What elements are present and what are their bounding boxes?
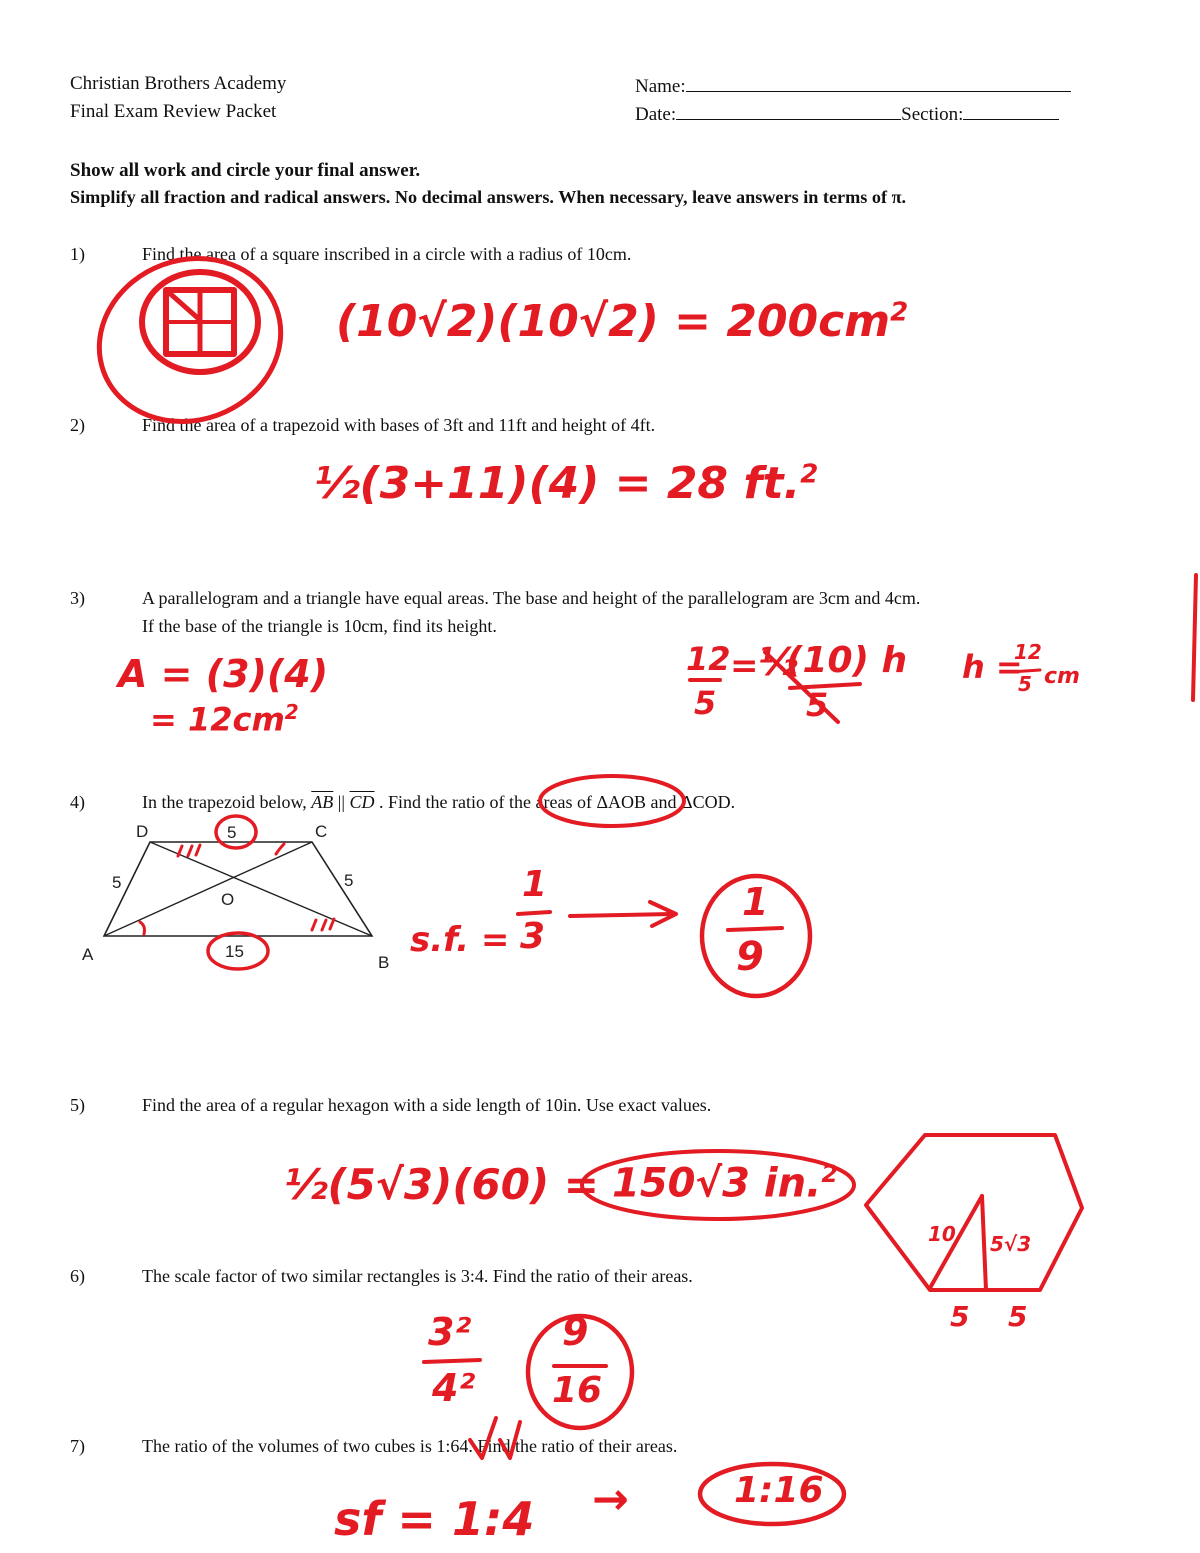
q3-half: ½ <box>758 640 798 684</box>
q4-sf-den: 3 <box>520 916 546 957</box>
q3-rest: (10) h <box>786 640 908 681</box>
angle-mark-b <box>312 919 334 930</box>
q4-sf-label: s.f. = <box>410 920 510 960</box>
q3-text: A parallelogram and a triangle have equal areas. The base and height of the parallelogram are 3cm and 4cm. <box>142 588 921 608</box>
section-label: Section: <box>901 104 964 125</box>
q4-arrow <box>570 902 676 926</box>
school-name: Christian Brothers Academy <box>70 73 287 94</box>
q7-arrow: → <box>592 1474 629 1525</box>
q6-work-num: 3² <box>428 1310 472 1354</box>
q5-answer-value: 150√3 in. <box>612 1160 822 1207</box>
q1-sketch <box>76 233 304 446</box>
q2-text: Find the area of a trapezoid with bases of 3ft and 11ft and height of 4ft. <box>142 415 656 435</box>
q1-answer-circle <box>76 233 304 446</box>
q6-answer-num: 9 <box>562 1310 589 1354</box>
q2-work-expr: ½(3+11)(4) = 28 ft. <box>314 458 801 509</box>
vertex-c: C <box>315 822 328 841</box>
q6-work-den: 4² <box>432 1366 476 1410</box>
q7-text: The ratio of the volumes of two cubes is 1:64. Find the ratio of their areas. <box>142 1436 678 1456</box>
packet-title: Final Exam Review Packet <box>70 101 277 122</box>
q4-ratio-circle <box>540 776 684 826</box>
q7-answer: 1:16 <box>734 1470 824 1511</box>
point-o: O <box>221 890 235 909</box>
q3-h-unit: cm <box>1044 664 1080 689</box>
name-label: Name: <box>635 76 686 97</box>
q4-text-b: . Find the ratio of the areas of ΔAOB and ΔCOD. <box>379 792 736 812</box>
q7-scale-factor: sf = 1:4 <box>334 1492 535 1546</box>
segment-cd: $\overline{CD}$ <box>349 792 375 812</box>
q3-h-den: 5 <box>1018 672 1032 696</box>
q5-apothem-line <box>982 1196 986 1290</box>
q5-answer-exponent: 2 <box>821 1160 839 1188</box>
date-label: Date: <box>635 104 677 125</box>
label-top: 5 <box>227 823 237 842</box>
q3-number: 3) <box>70 588 85 608</box>
instruction-line-1: Show all work and circle your final answer. <box>70 160 421 181</box>
label-right: 5 <box>344 871 354 890</box>
q4-answer-den: 9 <box>736 934 764 980</box>
q5-answer <box>612 1160 838 1206</box>
q4-sf-num: 1 <box>522 864 548 905</box>
q6-answer-den: 16 <box>552 1370 603 1411</box>
q1-work-expr: (10√2)(10√2) = 200cm <box>336 296 891 347</box>
q1-text: Find the area of a square inscribed in a circle with a radius of 10cm. <box>142 244 632 264</box>
angle-mark-c <box>276 844 284 854</box>
q4-sf-bar <box>518 912 550 914</box>
vertex-b: B <box>378 953 390 972</box>
q5-label-apothem: 5√3 <box>990 1232 1032 1256</box>
label-left: 5 <box>112 873 122 892</box>
q5-text: Find the area of a regular hexagon with a side length of 10in. Use exact values. <box>142 1095 712 1115</box>
vertex-a: A <box>82 945 94 964</box>
segment-ab: $\overline{AB}$ <box>311 792 334 812</box>
q7-number: 7) <box>70 1436 85 1456</box>
q1-work <box>336 296 908 347</box>
q4-answer-num: 1 <box>742 880 769 924</box>
q6-number: 6) <box>70 1266 85 1286</box>
q3-area-exponent: 2 <box>284 700 299 724</box>
q3-h-label: h = <box>962 648 1023 686</box>
q2-work <box>314 458 818 509</box>
q5-work-expr: ½(5√3)(60) = <box>284 1160 599 1209</box>
margin-mark <box>1193 575 1196 700</box>
q3-den-5b: 5 <box>806 686 829 724</box>
q2-number: 2) <box>70 415 85 435</box>
parallel-symbol: || <box>337 792 345 812</box>
q7-cube-root-marks <box>470 1418 520 1458</box>
q3-area-line-1: A = (3)(4) <box>118 652 329 696</box>
q1-number: 1) <box>70 244 85 264</box>
vertex-d: D <box>136 822 149 841</box>
q4-number: 4) <box>70 792 85 812</box>
q1-sketch-diagonal <box>166 290 200 320</box>
q5-label-side: 10 <box>928 1222 956 1246</box>
q4-text-a: In the trapezoid below, <box>142 792 307 812</box>
q3-h-num: 12 <box>1014 640 1042 664</box>
label-bottom: 15 <box>225 942 244 961</box>
q5-label-half-1: 5 <box>950 1300 970 1333</box>
trapezoid-diagram <box>82 816 389 972</box>
q3-num-12: 12 <box>686 640 731 678</box>
q3-den-5: 5 <box>694 684 717 722</box>
instruction-line-2: Simplify all fraction and radical answers. No decimal answers. When necessary, leave answers in terms of π. <box>70 187 907 207</box>
diagonal-ac <box>104 842 312 936</box>
diagonal-bd <box>150 842 372 936</box>
q4-ans-bar <box>728 928 782 930</box>
q2-work-exponent: 2 <box>800 459 819 490</box>
q5-label-half-2: 5 <box>1008 1300 1028 1333</box>
q3-equals: = <box>730 646 759 686</box>
q3-area-line-2 <box>150 700 299 739</box>
q6-text: The scale factor of two similar rectangles is 3:4. Find the ratio of their areas. <box>142 1266 693 1286</box>
q3-text-line-2: If the base of the triangle is 10cm, find its height. <box>142 616 497 636</box>
q6-fraction-bar <box>424 1360 480 1362</box>
q1-work-exponent: 2 <box>890 297 909 328</box>
angle-mark-a <box>140 922 145 934</box>
q5-number: 5) <box>70 1095 85 1115</box>
angle-mark-d <box>178 845 200 856</box>
q3-area-value: = 12cm <box>150 700 285 739</box>
